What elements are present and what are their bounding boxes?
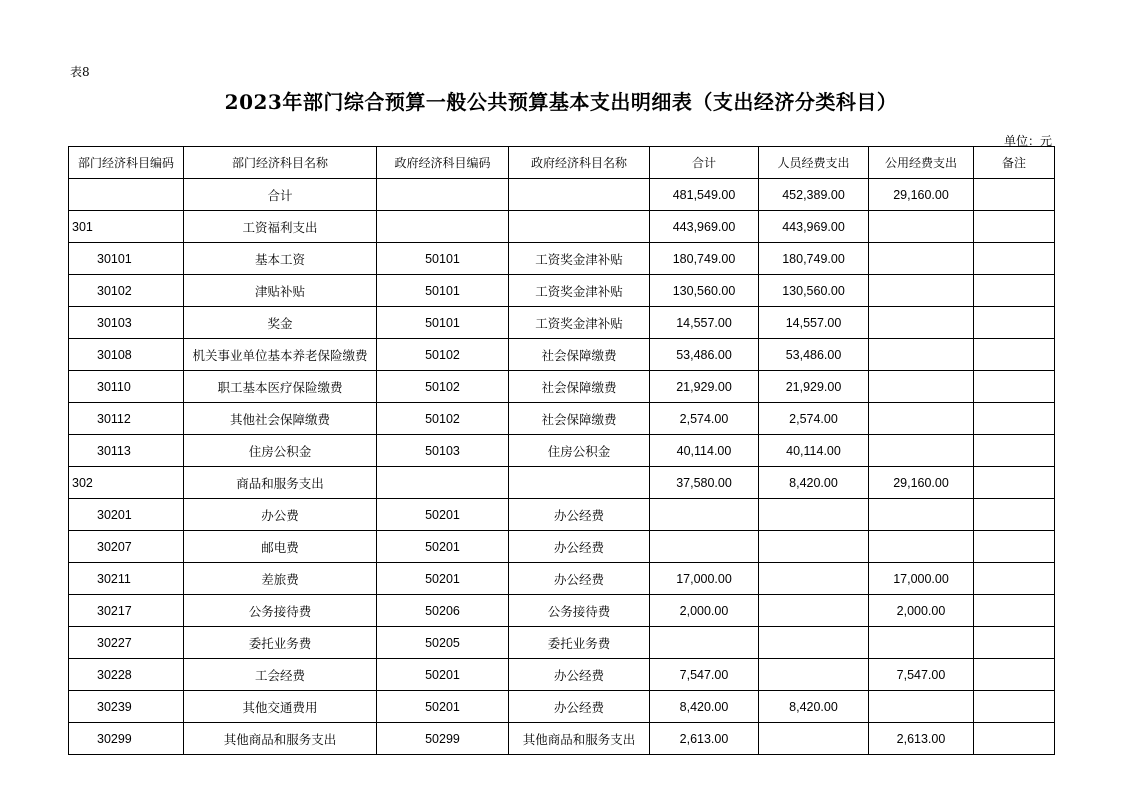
table-row	[69, 307, 1055, 339]
cell-dept-code: 30112	[69, 403, 184, 435]
cell-gov-code: 50102	[377, 339, 509, 371]
cell-gov-code: 50205	[377, 627, 509, 659]
cell-dept-name: 办公费	[184, 499, 377, 531]
cell-public	[869, 275, 974, 307]
table-row	[69, 627, 1055, 659]
cell-personnel	[759, 627, 869, 659]
cell-dept-code: 30201	[69, 499, 184, 531]
cell-gov-code	[377, 211, 509, 243]
cell-personnel: 8,420.00	[759, 467, 869, 499]
cell-dept-code: 30110	[69, 371, 184, 403]
cell-dept-code	[69, 179, 184, 211]
cell-gov-code: 50102	[377, 371, 509, 403]
header-total: 合计	[650, 147, 759, 179]
cell-public	[869, 403, 974, 435]
cell-gov-name: 工资奖金津补贴	[509, 307, 650, 339]
table-row	[69, 435, 1055, 467]
cell-dept-code: 30113	[69, 435, 184, 467]
cell-total: 14,557.00	[650, 307, 759, 339]
header-public: 公用经费支出	[869, 147, 974, 179]
cell-personnel: 443,969.00	[759, 211, 869, 243]
table-row	[69, 499, 1055, 531]
cell-dept-name: 其他商品和服务支出	[184, 723, 377, 755]
cell-dept-name: 工会经费	[184, 659, 377, 691]
page-title: 2023年部门综合预算一般公共预算基本支出明细表（支出经济分类科目）	[224, 90, 898, 114]
cell-total: 37,580.00	[650, 467, 759, 499]
cell-public: 29,160.00	[869, 179, 974, 211]
cell-gov-code: 50103	[377, 435, 509, 467]
cell-gov-code: 50201	[377, 659, 509, 691]
cell-total: 130,560.00	[650, 275, 759, 307]
cell-total: 2,574.00	[650, 403, 759, 435]
table-row	[69, 659, 1055, 691]
cell-note	[974, 723, 1055, 755]
cell-gov-name: 社会保障缴费	[509, 371, 650, 403]
cell-gov-code: 50201	[377, 531, 509, 563]
cell-note	[974, 275, 1055, 307]
cell-public	[869, 307, 974, 339]
cell-gov-code: 50299	[377, 723, 509, 755]
cell-note	[974, 211, 1055, 243]
cell-total	[650, 499, 759, 531]
cell-dept-name: 其他社会保障缴费	[184, 403, 377, 435]
cell-note	[974, 371, 1055, 403]
table-row	[69, 563, 1055, 595]
header-dept-code: 部门经济科目编码	[69, 147, 184, 179]
cell-note	[974, 595, 1055, 627]
cell-note	[974, 531, 1055, 563]
table-number: 表8	[70, 65, 90, 79]
cell-gov-code: 50201	[377, 691, 509, 723]
cell-gov-name: 办公经费	[509, 691, 650, 723]
cell-total: 21,929.00	[650, 371, 759, 403]
cell-public: 17,000.00	[869, 563, 974, 595]
cell-dept-name: 基本工资	[184, 243, 377, 275]
unit-label: 单位：元	[1003, 134, 1052, 148]
cell-note	[974, 467, 1055, 499]
cell-personnel	[759, 531, 869, 563]
cell-dept-name: 工资福利支出	[184, 211, 377, 243]
cell-gov-name: 公务接待费	[509, 595, 650, 627]
cell-personnel	[759, 659, 869, 691]
cell-personnel: 130,560.00	[759, 275, 869, 307]
cell-personnel	[759, 563, 869, 595]
cell-gov-name: 工资奖金津补贴	[509, 243, 650, 275]
cell-dept-code: 30108	[69, 339, 184, 371]
cell-dept-name: 商品和服务支出	[184, 467, 377, 499]
table-row	[69, 211, 1055, 243]
cell-dept-name: 其他交通费用	[184, 691, 377, 723]
cell-gov-code: 50101	[377, 275, 509, 307]
cell-gov-name: 社会保障缴费	[509, 403, 650, 435]
cell-gov-code	[377, 179, 509, 211]
cell-note	[974, 499, 1055, 531]
cell-dept-name: 公务接待费	[184, 595, 377, 627]
cell-gov-code: 50201	[377, 563, 509, 595]
table-row	[69, 467, 1055, 499]
cell-gov-name: 住房公积金	[509, 435, 650, 467]
cell-gov-name: 办公经费	[509, 563, 650, 595]
table-row	[69, 179, 1055, 211]
cell-total: 40,114.00	[650, 435, 759, 467]
header-dept-name: 部门经济科目名称	[184, 147, 377, 179]
cell-dept-code: 30101	[69, 243, 184, 275]
cell-total: 8,420.00	[650, 691, 759, 723]
cell-personnel: 53,486.00	[759, 339, 869, 371]
cell-personnel	[759, 595, 869, 627]
cell-personnel: 40,114.00	[759, 435, 869, 467]
cell-gov-code	[377, 467, 509, 499]
cell-dept-code: 30207	[69, 531, 184, 563]
cell-gov-name: 办公经费	[509, 659, 650, 691]
cell-dept-name: 委托业务费	[184, 627, 377, 659]
cell-public	[869, 243, 974, 275]
cell-dept-code: 30299	[69, 723, 184, 755]
table-row	[69, 691, 1055, 723]
cell-dept-name: 职工基本医疗保险缴费	[184, 371, 377, 403]
cell-total	[650, 531, 759, 563]
cell-personnel: 180,749.00	[759, 243, 869, 275]
cell-personnel: 8,420.00	[759, 691, 869, 723]
cell-public: 2,613.00	[869, 723, 974, 755]
cell-gov-name	[509, 211, 650, 243]
cell-total: 17,000.00	[650, 563, 759, 595]
cell-note	[974, 627, 1055, 659]
cell-gov-name: 社会保障缴费	[509, 339, 650, 371]
table-body	[69, 179, 1055, 755]
cell-note	[974, 243, 1055, 275]
cell-public	[869, 211, 974, 243]
cell-personnel	[759, 499, 869, 531]
table-row	[69, 531, 1055, 563]
cell-note	[974, 307, 1055, 339]
cell-gov-code: 50101	[377, 243, 509, 275]
cell-dept-name: 合计	[184, 179, 377, 211]
cell-gov-code: 50101	[377, 307, 509, 339]
cell-public	[869, 691, 974, 723]
cell-public: 7,547.00	[869, 659, 974, 691]
table-row	[69, 339, 1055, 371]
cell-dept-name: 津贴补贴	[184, 275, 377, 307]
cell-dept-name: 差旅费	[184, 563, 377, 595]
cell-gov-name: 办公经费	[509, 499, 650, 531]
cell-note	[974, 659, 1055, 691]
table-row	[69, 403, 1055, 435]
header-note: 备注	[974, 147, 1055, 179]
budget-table	[68, 146, 1055, 755]
cell-note	[974, 339, 1055, 371]
cell-total: 2,613.00	[650, 723, 759, 755]
table-row	[69, 275, 1055, 307]
header-gov-name: 政府经济科目名称	[509, 147, 650, 179]
cell-personnel: 2,574.00	[759, 403, 869, 435]
table-row	[69, 723, 1055, 755]
cell-total: 180,749.00	[650, 243, 759, 275]
cell-dept-name: 机关事业单位基本养老保险缴费	[184, 339, 377, 371]
cell-public: 2,000.00	[869, 595, 974, 627]
cell-dept-code: 301	[69, 211, 184, 243]
cell-dept-name: 邮电费	[184, 531, 377, 563]
table-row	[69, 243, 1055, 275]
cell-dept-code: 30103	[69, 307, 184, 339]
cell-dept-code: 30239	[69, 691, 184, 723]
cell-dept-code: 30102	[69, 275, 184, 307]
cell-dept-code: 302	[69, 467, 184, 499]
cell-note	[974, 403, 1055, 435]
cell-gov-name	[509, 179, 650, 211]
cell-total	[650, 627, 759, 659]
cell-dept-name: 住房公积金	[184, 435, 377, 467]
cell-dept-code: 30217	[69, 595, 184, 627]
cell-public	[869, 531, 974, 563]
cell-gov-code: 50201	[377, 499, 509, 531]
header-gov-code: 政府经济科目编码	[377, 147, 509, 179]
cell-total: 53,486.00	[650, 339, 759, 371]
cell-gov-name: 工资奖金津补贴	[509, 275, 650, 307]
cell-personnel	[759, 723, 869, 755]
cell-dept-code: 30228	[69, 659, 184, 691]
cell-total: 481,549.00	[650, 179, 759, 211]
cell-note	[974, 691, 1055, 723]
cell-total: 2,000.00	[650, 595, 759, 627]
cell-dept-code: 30227	[69, 627, 184, 659]
cell-public	[869, 499, 974, 531]
cell-total: 7,547.00	[650, 659, 759, 691]
cell-dept-name: 奖金	[184, 307, 377, 339]
cell-note	[974, 435, 1055, 467]
cell-personnel: 14,557.00	[759, 307, 869, 339]
cell-public: 29,160.00	[869, 467, 974, 499]
cell-gov-code: 50206	[377, 595, 509, 627]
cell-public	[869, 627, 974, 659]
cell-note	[974, 563, 1055, 595]
cell-gov-name: 其他商品和服务支出	[509, 723, 650, 755]
cell-gov-name: 办公经费	[509, 531, 650, 563]
header-personnel: 人员经费支出	[759, 147, 869, 179]
cell-gov-code: 50102	[377, 403, 509, 435]
cell-gov-name	[509, 467, 650, 499]
cell-public	[869, 371, 974, 403]
cell-personnel: 21,929.00	[759, 371, 869, 403]
cell-personnel: 452,389.00	[759, 179, 869, 211]
cell-dept-code: 30211	[69, 563, 184, 595]
cell-public	[869, 435, 974, 467]
cell-total: 443,969.00	[650, 211, 759, 243]
cell-public	[869, 339, 974, 371]
cell-gov-name: 委托业务费	[509, 627, 650, 659]
table-row	[69, 371, 1055, 403]
table-row	[69, 595, 1055, 627]
cell-note	[974, 179, 1055, 211]
table-header-row	[69, 147, 1055, 179]
